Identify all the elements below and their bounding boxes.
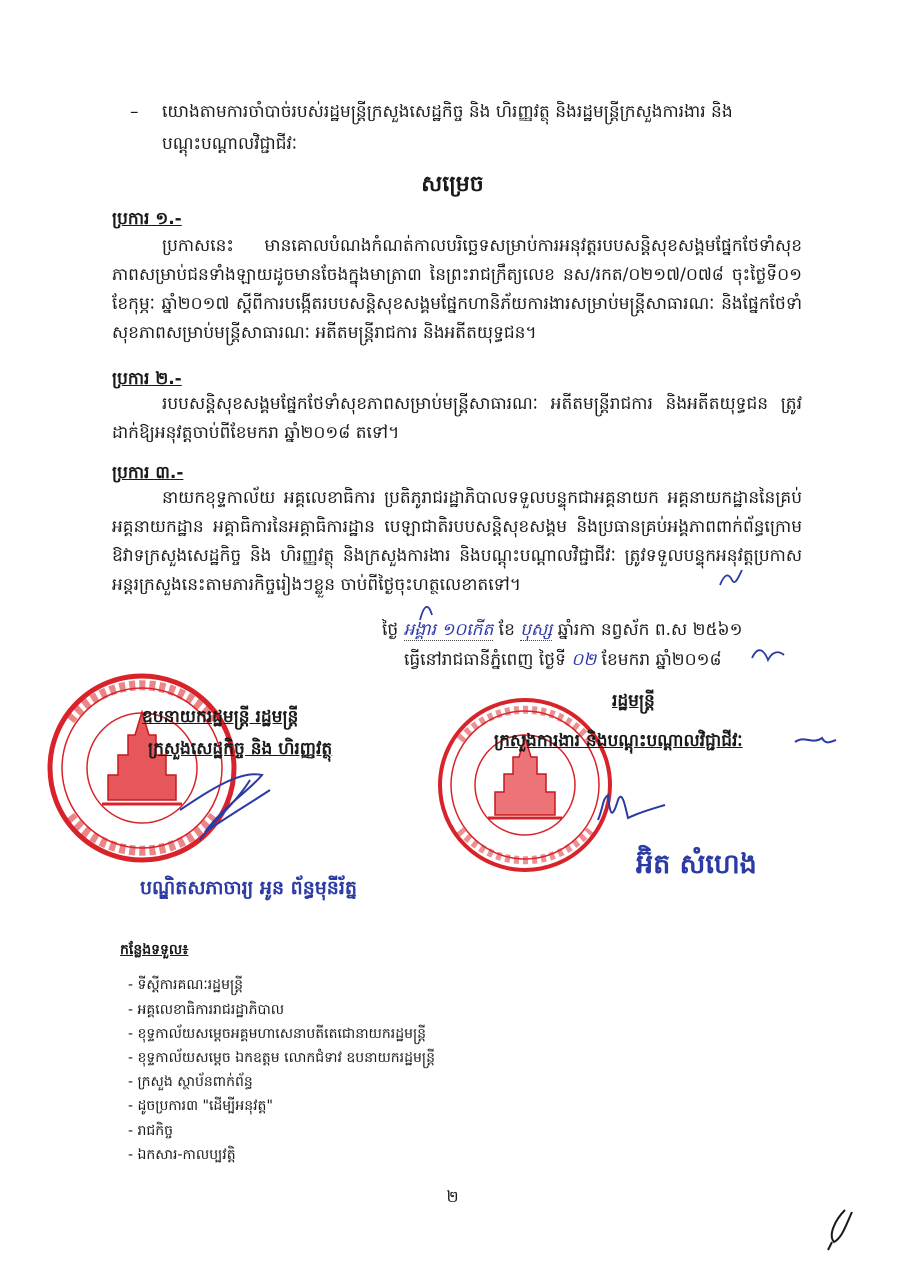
solar-date-prefix: ធ្វើនៅរាជធានីភ្នំពេញ ថ្ងៃទី: [404, 650, 566, 670]
preamble-line-2: បណ្តុះបណ្តាលវិជ្ជាជីវៈ: [162, 134, 298, 154]
solar-date-day: ០២: [571, 650, 597, 670]
corner-initial-mark: [828, 1210, 852, 1250]
right-signatory-ministry: ក្រសួងការងារ និងបណ្តុះបណ្តាលវិជ្ជាជីវៈ: [494, 731, 743, 751]
recipient-item: - ខុទ្ទកាល័យសម្តេចអគ្គមហាសេនាបតីតេជោនាយករដ្ឋមន្ត្រី: [128, 1026, 427, 1042]
article-2-heading: ប្រការ ២.-: [112, 369, 182, 389]
page-number: ២: [446, 1187, 459, 1206]
article-2-body: របបសន្តិសុខសង្គមផ្នែកថែទាំសុខភាពសម្រាប់មន្ត្រីសាធារណៈ អតីតមន្ត្រីរាជការ និងអតីតយុទ្ធជន ត្រូវដាក់ឱ្យអនុវត្តចាប់ពីខែមករា ឆ្នាំ២០១៨ តទៅ។: [112, 394, 802, 443]
recipient-item: - ទីស្តីការគណៈរដ្ឋមន្ត្រី: [128, 977, 244, 993]
preamble-line-1: យោងតាមការចាំបាច់របស់រដ្ឋមន្ត្រីក្រសួងសេដ្ឋកិច្ច និង ហិរញ្ញវត្ថុ និងរដ្ឋមន្ត្រីក្រសួងការងារ និង: [162, 102, 733, 122]
article-1-heading: ប្រការ ១.-: [112, 209, 182, 229]
article-3-body: នាយកខុទ្ទកាល័យ អគ្គលេខាធិការ ប្រតិភូរាជរដ្ឋាភិបាលទទួលបន្ទុកជាអគ្គនាយក អគ្គនាយកដ្ឋាននៃគ្រប់អគ្គនាយកដ្ឋាន អគ្គាធិការនៃអគ្គាធិការដ្ឋាន បេឡាជាតិរបបសន្តិសុខសង្គម និងប្រធានគ្រប់អង្គភាពពាក់ព័ន្ធក្រោមឱវាទក្រសួងសេដ្ឋកិច្ច និង ហិរញ្ញវត្ថុ និងក្រសួងការងារ និងបណ្តុះបណ្តាលវិជ្ជាជីវៈ ត្រូវទទួលបន្ទុកអនុវត្តប្រកាសអន្តរក្រសួងនេះតាមភារកិច្ចរៀងៗខ្លួន ចាប់ពីថ្ងៃចុះហត្ថលេខាតទៅ។: [112, 488, 802, 595]
left-signatory-name: បណ្ឌិតសភាចារ្យ អូន ព័ន្ធមុនីរ័ត្ន: [140, 877, 357, 899]
left-signatory-ministry: ក្រសួងសេដ្ឋកិច្ច និង ហិរញ្ញវត្ថុ: [148, 739, 333, 759]
lunar-date-prefix: ថ្ងៃ: [382, 620, 399, 640]
article-1-body: ប្រកាសនេះ មានគោលបំណងកំណត់កាលបរិច្ឆេទសម្រាប់ការអនុវត្តរបបសន្តិសុខសង្គមផ្នែកថែទាំសុខភាពសម្រាប់ជនទាំងឡាយដូចមានចែងក្នុងមាត្រា៣ នៃព្រះរាជក្រឹត្យលេខ នស/រកត/០២១៧/០៧៨ ចុះថ្ងៃទី០១ ខែកុម្ភៈ ឆ្នាំ២០១៧ ស្តីពីការបង្កើតរបបសន្តិសុខសង្គមផ្នែកហានិភ័យការងារសម្រាប់មន្ត្រីសាធារណៈ និងផ្នែកថែទាំសុខភាពសម្រាប់មន្ត្រីសាធារណៈ អតីតមន្ត្រីរាជការ និងអតីតយុទ្ធជន។: [112, 236, 802, 343]
recipient-item: - ឯកសារ-កាលប្បវត្តិ: [128, 1147, 236, 1163]
recipients-title: កន្លែងទទួល៖: [120, 942, 189, 958]
right-official-stamp: [440, 700, 610, 870]
preamble-bullet: –: [130, 102, 139, 122]
recipient-item: - ដូចប្រការ៣ "ដើម្បីអនុវត្ត": [128, 1098, 273, 1114]
recipient-item: - រាជកិច្ច: [128, 1123, 174, 1139]
recipient-item: - អគ្គលេខាធិការរាជរដ្ឋាភិបាល: [128, 1002, 285, 1018]
article-3-heading: ប្រការ ៣.-: [112, 463, 184, 483]
lunar-date-month: បុស្ស: [520, 620, 553, 640]
left-signatory-title: ឧបនាយករដ្ឋមន្ត្រី រដ្ឋមន្ត្រី: [142, 707, 299, 727]
lunar-date-day: អង្គារ ១០កើត: [403, 620, 494, 640]
lunar-date-suffix: ឆ្នាំរកា នព្វស័ក ព.ស ២៥៦១: [557, 620, 743, 640]
lunar-date-month-prefix: ខែ: [498, 620, 515, 640]
solar-date-year: ឆ្នាំ២០១៨: [655, 650, 722, 670]
solar-date-month: ខែមករា: [601, 650, 651, 670]
decision-title: សម្រេច: [421, 172, 484, 197]
inline-handwritten-marks: [420, 570, 784, 660]
right-signatory-title: រដ្ឋមន្ត្រី: [612, 691, 655, 711]
recipient-item: - ក្រសួង ស្ថាប័នពាក់ព័ន្ធ: [128, 1074, 253, 1090]
right-signatory-name: អ៊ិត សំហេង: [636, 849, 757, 880]
recipient-item: - ខុទ្ទកាល័យសម្តេច ឯកឧត្តម លោកជំទាវ ឧបនាយករដ្ឋមន្ត្រី: [128, 1050, 435, 1066]
